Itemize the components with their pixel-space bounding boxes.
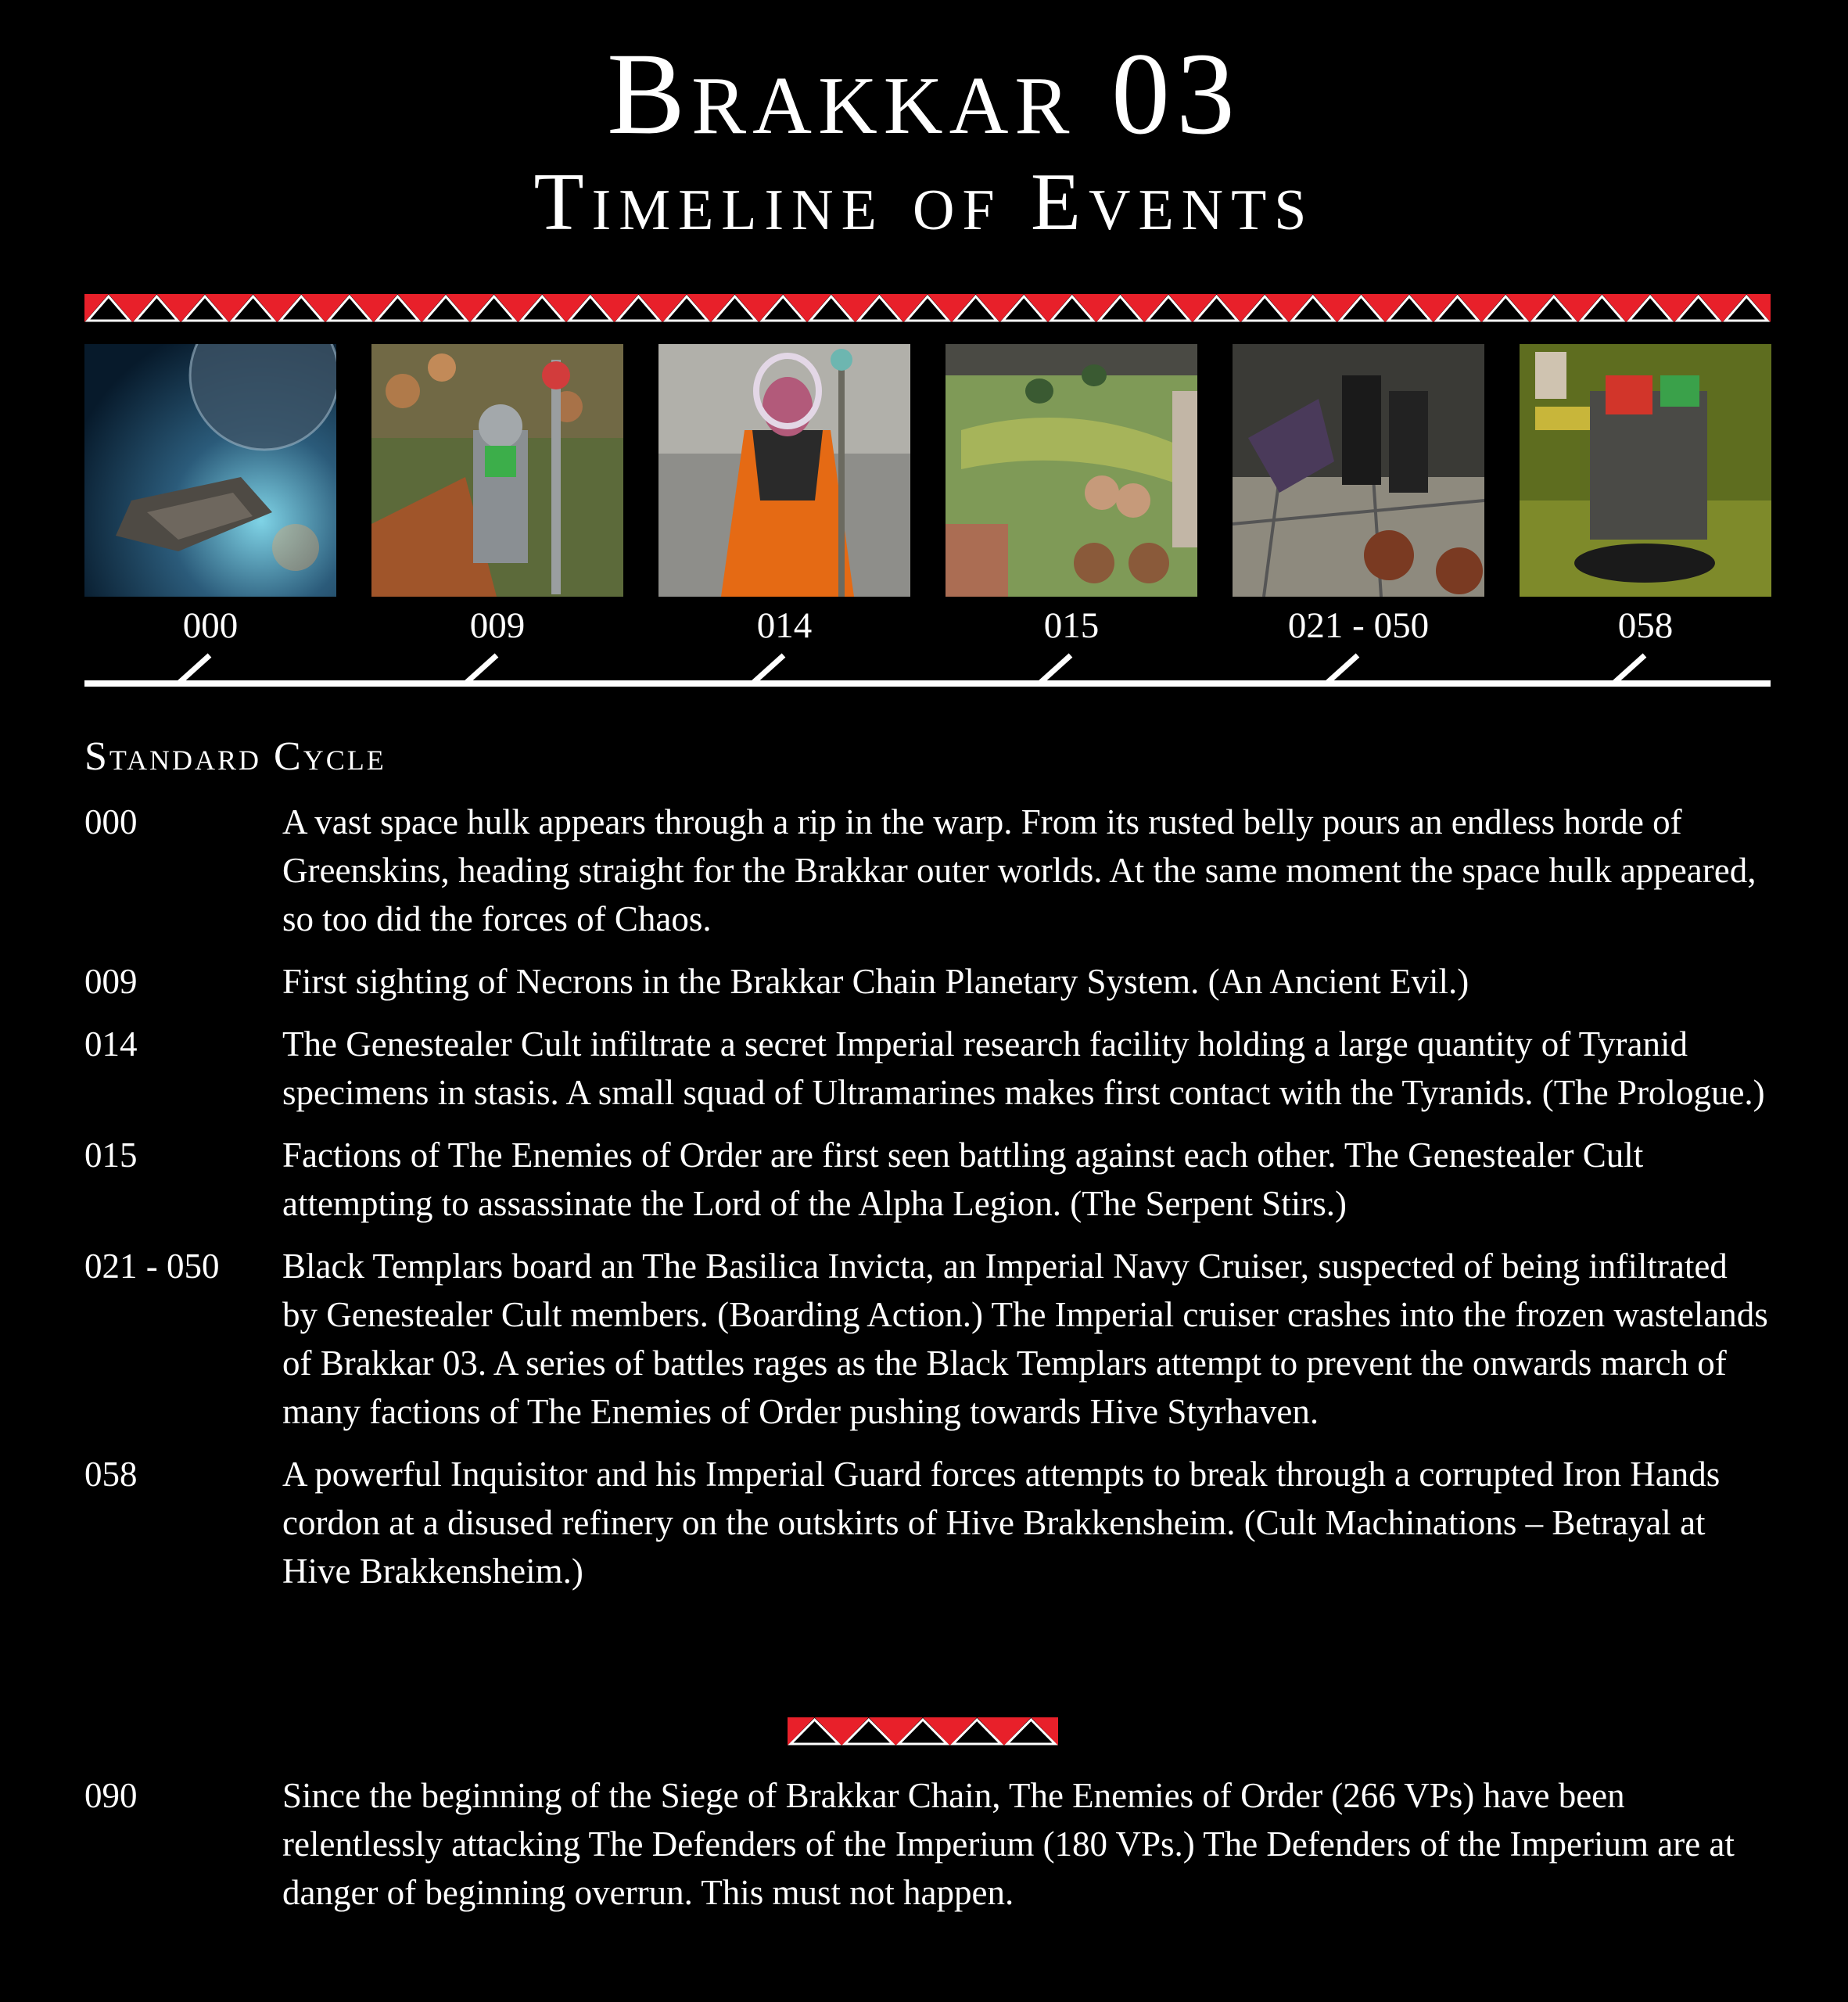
triangle-divider	[788, 1717, 1058, 1745]
event-text: The Genestealer Cult infiltrate a secret Imperial research facility holding a large quantity of Tyranid specimens in stasis. A small squad of Ultramarines makes first contact with the Tyranids. (The Prologue.)	[282, 1024, 1765, 1112]
event-text: First sighting of Necrons in the Brakkar Chain Planetary System. (An Ancient Evil.)	[282, 962, 1469, 1001]
event-text: A vast space hulk appears through a rip in the warp. From its rusted belly pours an endless horde of Greenskins, heading straight for the Brakkar outer worlds. At the same moment the space hulk appeared, so too did the forces of Chaos.	[282, 802, 1756, 938]
final-event	[84, 1771, 1771, 1931]
event-date: 015	[84, 1136, 138, 1175]
event-text: Since the beginning of the Siege of Brakkar Chain, The Enemies of Order (266 VPs) have been relentlessly attacking The Defenders of the Imperium (180 VPs.) The Defenders of the Imperium are at danger of beginning overrun. This must not happen.	[282, 1776, 1735, 1912]
triangle-border-top	[84, 294, 1771, 322]
event-date: 009	[84, 962, 138, 1001]
photo-space-hulk	[84, 344, 336, 597]
photo-strip	[84, 344, 1771, 598]
event-text: Factions of The Enemies of Order are first seen battling against each other. The Genestealer Cult attempting to assassinate the Lord of the Alpha Legion. (The Serpent Stirs.)	[282, 1136, 1644, 1223]
timeline-label: 000	[182, 605, 239, 646]
photo-battle-table	[946, 344, 1197, 597]
timeline-label: 009	[469, 605, 526, 646]
event-row	[84, 798, 1771, 943]
event-row	[84, 1242, 1771, 1436]
timeline-label: 021 - 050	[1287, 605, 1430, 646]
event-text: Black Templars board an The Basilica Invicta, an Imperial Navy Cruiser, suspected of being infiltrated by Genestealer Cult members. (Boarding Action.) The Imperial cruiser crashes into the frozen wastelands of Brakkar 03. A series of battles rages as the Black Templars attempt to prevent the onwards march of many factions of The Enemies of Order pushing towards Hive Styrhaven.	[282, 1247, 1768, 1431]
event-date: 058	[84, 1455, 138, 1494]
event-list	[84, 798, 1771, 1609]
event-row	[84, 1020, 1771, 1117]
page-subtitle: Timeline of Events	[533, 156, 1315, 247]
event-date: 000	[84, 802, 138, 841]
timeline-label: 015	[1043, 605, 1100, 646]
photo-inquisitor	[1520, 344, 1771, 597]
timeline-axis	[84, 649, 1771, 687]
photo-boarding-action	[1233, 344, 1484, 597]
photo-necron	[371, 344, 623, 597]
event-date: 090	[84, 1776, 138, 1815]
event-row	[84, 1771, 1771, 1917]
event-date: 014	[84, 1024, 138, 1064]
event-row	[84, 1450, 1771, 1595]
event-row	[84, 1131, 1771, 1228]
event-text: A powerful Inquisitor and his Imperial Guard forces attempts to break through a corrupted Iron Hands cordon at a disused refinery on the outskirts of Hive Brakkensheim. (Cult Machinations – Betrayal at Hive Brakkensheim.)	[282, 1455, 1721, 1591]
page-title: Brakkar 03	[607, 29, 1241, 159]
timeline-label: 014	[756, 605, 813, 646]
photo-genestealer-cultist	[658, 344, 910, 597]
event-date: 021 - 050	[84, 1247, 220, 1286]
timeline-label: 058	[1617, 605, 1674, 646]
section-heading: Standard Cycle	[84, 734, 386, 779]
event-row	[84, 957, 1771, 1006]
